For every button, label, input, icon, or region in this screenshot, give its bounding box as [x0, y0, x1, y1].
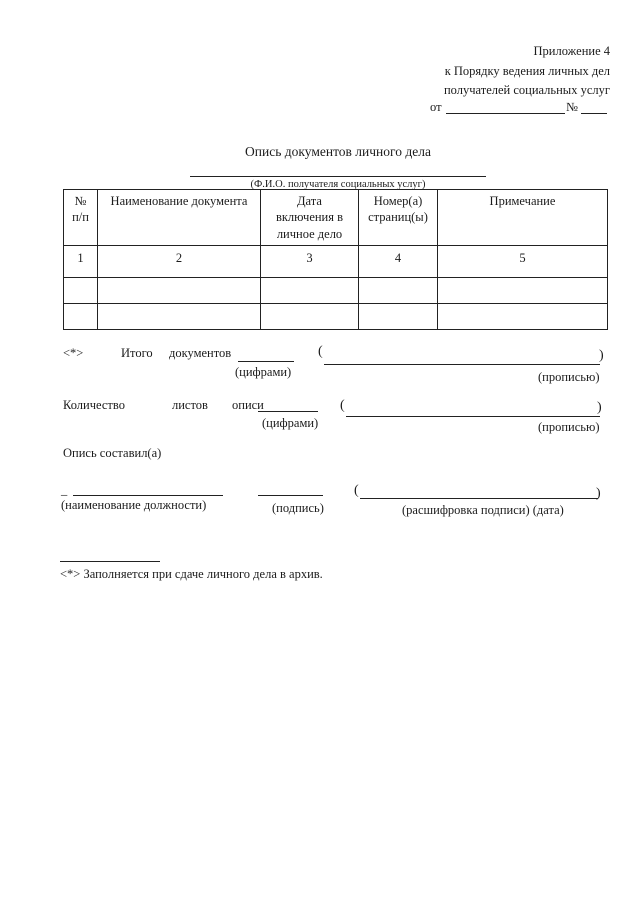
table-cell[interactable]	[98, 277, 261, 303]
fio-field-line[interactable]	[190, 176, 486, 177]
signature-caption: (подпись)	[272, 501, 324, 515]
procedure-reference: к Порядку ведения личных дел	[444, 64, 610, 78]
header-inclusion-date	[261, 190, 359, 246]
table-cell[interactable]	[359, 277, 438, 303]
sheets-word: листов	[172, 398, 208, 412]
close-paren: )	[596, 486, 601, 501]
number-label: №	[566, 100, 578, 114]
total-words-caption: (прописью)	[538, 370, 600, 384]
total-word: Итого	[121, 346, 153, 360]
decode-date-caption: (расшифровка подписи) (дата)	[402, 503, 564, 517]
header-pages-line2: страниц(ы)	[368, 210, 428, 225]
position-caption: (наименование должности)	[61, 498, 207, 512]
table-cell[interactable]	[438, 303, 608, 329]
close-paren: )	[597, 400, 602, 415]
position-field-line[interactable]	[73, 495, 223, 496]
total-digits-line[interactable]	[238, 361, 294, 362]
col-number-4: 4	[359, 245, 438, 277]
col-number-1: 1	[64, 245, 98, 277]
open-paren: (	[340, 398, 345, 413]
sheets-digits-line[interactable]	[258, 411, 318, 412]
header-number-line2: п/п	[72, 210, 89, 225]
page-title: Опись документов личного дела	[245, 144, 431, 159]
table-cell[interactable]	[98, 303, 261, 329]
sheets-digits-caption: (цифрами)	[262, 416, 319, 430]
col-number-5: 5	[438, 245, 608, 277]
sheets-words-line[interactable]	[346, 416, 600, 417]
signature-field-line[interactable]	[258, 495, 323, 496]
table-cell[interactable]	[438, 277, 608, 303]
table-row[interactable]	[64, 303, 608, 329]
compiled-by-label: Опись составил(а)	[63, 446, 162, 460]
col-number-3: 3	[261, 245, 359, 277]
total-words-line[interactable]	[324, 364, 600, 365]
date-field-line[interactable]	[446, 113, 565, 114]
table-cell[interactable]	[64, 303, 98, 329]
header-number	[64, 190, 98, 246]
header-note: Примечание	[438, 190, 608, 246]
inventory-word: описи	[232, 398, 264, 412]
header-pages-line1: Номер(а)	[373, 194, 423, 208]
table-cell[interactable]	[64, 277, 98, 303]
table-cell[interactable]	[261, 303, 359, 329]
number-field-line[interactable]	[581, 113, 607, 114]
documents-word: документов	[169, 346, 232, 360]
table-cell[interactable]	[261, 277, 359, 303]
header-date-line2: включения в	[275, 210, 344, 225]
table-cell[interactable]	[359, 303, 438, 329]
table-row[interactable]	[64, 277, 608, 303]
fio-caption: (Ф.И.О. получателя социальных услуг)	[250, 179, 426, 190]
footnote-mark: <*>	[63, 346, 84, 360]
sheets-words-caption: (прописью)	[538, 420, 600, 434]
recipients-reference: получателей социальных услуг	[443, 83, 610, 97]
decode-field-line[interactable]	[360, 498, 598, 499]
close-paren: )	[599, 348, 604, 363]
col-number-2: 2	[98, 245, 261, 277]
table-row	[64, 245, 608, 277]
open-paren: (	[354, 483, 359, 498]
footnote-divider	[60, 561, 160, 562]
appendix-label: Приложение 4	[533, 44, 610, 58]
header-date-line3: личное дело	[276, 226, 343, 241]
open-paren: (	[318, 344, 323, 359]
header-number-line1: №	[74, 194, 87, 208]
documents-table	[63, 189, 608, 330]
quantity-word: Количество	[63, 398, 125, 412]
from-label: от	[430, 100, 442, 114]
footnote-text: <*> Заполняется при сдаче личного дела в архив.	[60, 567, 323, 581]
header-document-name: Наименование документа	[98, 190, 261, 246]
header-date-line1: Дата	[297, 194, 322, 208]
position-dash: _	[61, 483, 68, 497]
header-page-numbers	[359, 190, 438, 246]
total-digits-caption: (цифрами)	[235, 365, 292, 379]
table-header-row	[64, 190, 608, 246]
